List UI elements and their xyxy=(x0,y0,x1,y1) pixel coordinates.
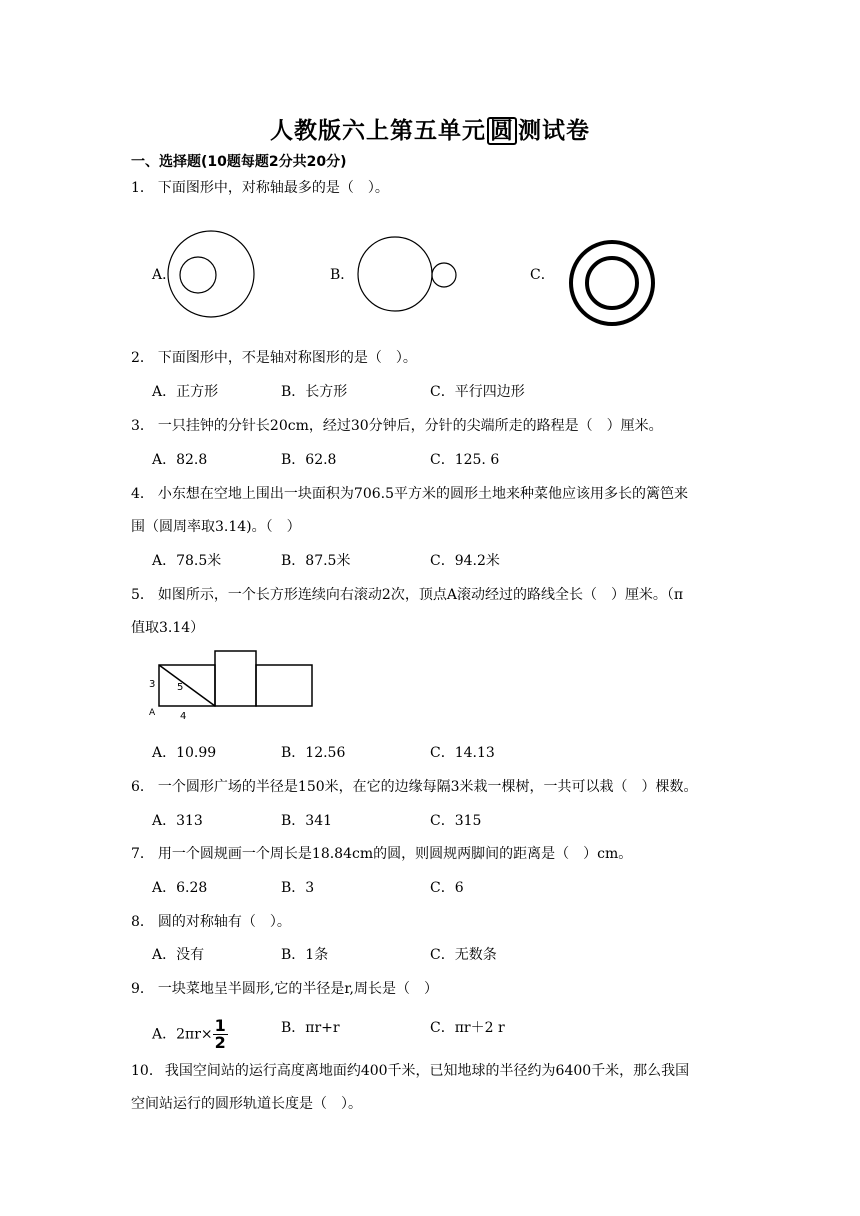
option-c[interactable]: C．125. 6 xyxy=(430,452,500,468)
fig-label-vertex-a: A xyxy=(149,708,156,718)
question-text: 下面图形中，对称轴最多的是（ ）。 xyxy=(157,180,389,196)
title-boxed-char: 圆 xyxy=(487,117,517,145)
page-title xyxy=(0,112,860,145)
option-b[interactable]: B．长方形 xyxy=(281,384,348,400)
question-10 xyxy=(131,1061,689,1081)
rect-rolled-1 xyxy=(215,651,256,706)
option-c[interactable]: C．πr＋2 r xyxy=(430,1020,505,1036)
question-number: 1． xyxy=(131,180,154,196)
fig-label-width: 4 xyxy=(180,711,187,722)
option-a[interactable]: A．313 xyxy=(152,813,203,829)
question-number: 6． xyxy=(131,779,154,795)
title-text-after: 测试卷 xyxy=(518,118,590,144)
q1-option-b-label: B． xyxy=(330,267,355,283)
question-number: 2． xyxy=(131,350,154,366)
question-number: 7． xyxy=(131,846,154,862)
rect-rolled-2 xyxy=(256,665,312,706)
question-4 xyxy=(131,484,688,504)
question-2 xyxy=(131,348,417,368)
option-c[interactable]: C．315 xyxy=(430,813,482,829)
option-b[interactable]: B．62.8 xyxy=(281,452,337,468)
fraction-denominator: 2 xyxy=(214,1033,226,1052)
question-8 xyxy=(131,912,291,932)
option-b[interactable]: B．341 xyxy=(281,813,333,829)
option-a[interactable]: A．没有 xyxy=(152,947,205,963)
section-heading: 一、选择题(10题每题2分共20分) xyxy=(131,154,347,170)
question-10-line2: 空间站运行的圆形轨道长度是（ ）。 xyxy=(131,1096,362,1112)
option-c[interactable]: C．6 xyxy=(430,880,464,896)
question-4-line2: 围（圆周率取3.14)。（ ） xyxy=(131,519,301,535)
fraction-one-half xyxy=(213,1018,228,1051)
fig-label-diagonal: 5 xyxy=(177,682,184,693)
question-3 xyxy=(131,416,663,436)
option-b[interactable]: B．12.56 xyxy=(281,745,346,761)
question-text-line1: 如图所示，一个长方形连续向右滚动2次，顶点A滚动经过的路线全长（ ）厘米。（π xyxy=(157,587,684,603)
question-number: 3． xyxy=(131,418,154,434)
option-a[interactable]: A．正方形 xyxy=(152,384,219,400)
option-c[interactable]: C．94.2米 xyxy=(430,553,500,569)
question-number: 10． xyxy=(131,1063,163,1079)
fraction-numerator: 1 xyxy=(214,1016,226,1035)
question-5 xyxy=(131,585,683,605)
q1-option-c-label: C． xyxy=(530,267,555,283)
question-text: 圆的对称轴有（ ）。 xyxy=(157,914,291,930)
question-6 xyxy=(131,777,698,797)
rect-original xyxy=(159,665,215,706)
figure-a-circles xyxy=(168,231,254,317)
question-5-line2: 值取3.14） xyxy=(131,620,205,636)
question-number: 9． xyxy=(131,981,154,997)
question-number: 5． xyxy=(131,587,154,603)
figure-b-circles xyxy=(358,237,456,311)
question-text: 一块菜地呈半圆形,它的半径是r,周长是（ ） xyxy=(157,981,438,997)
question-1 xyxy=(131,178,389,198)
question-text-line1: 小东想在空地上围出一块面积为706.5平方米的圆形土地来种菜他应该用多长的篱笆来 xyxy=(157,486,688,502)
question-text: 用一个圆规画一个周长是18.84cm的圆，则圆规两脚间的距离是（ ）cm。 xyxy=(157,846,633,862)
option-a[interactable]: A．6.28 xyxy=(152,880,208,896)
question-number: 4． xyxy=(131,486,154,502)
question-text: 一个圆形广场的半径是150米，在它的边缘每隔3米栽一棵树，一共可以栽（ ）棵数。 xyxy=(157,779,698,795)
option-a[interactable]: A．78.5米 xyxy=(152,553,222,569)
rect-diagonal xyxy=(159,665,215,706)
figure-c-ring xyxy=(571,242,653,324)
question-9 xyxy=(131,979,438,999)
option-a[interactable] xyxy=(152,1018,228,1051)
option-b[interactable]: B．3 xyxy=(281,880,315,896)
option-c[interactable]: C．14.13 xyxy=(430,745,495,761)
title-text-before: 人教版六上第五单元 xyxy=(270,118,486,144)
option-a-text: A．2πr× xyxy=(152,1026,213,1043)
option-b[interactable]: B．1条 xyxy=(281,947,329,963)
option-a[interactable]: A．10.99 xyxy=(152,745,217,761)
option-c[interactable]: C．无数条 xyxy=(430,947,497,963)
question-7 xyxy=(131,844,632,864)
question-text: 一只挂钟的分针长20cm，经过30分钟后，分针的尖端所走的路程是（ ）厘米。 xyxy=(157,418,663,434)
option-c[interactable]: C．平行四边形 xyxy=(430,384,525,400)
option-b[interactable]: B．87.5米 xyxy=(281,553,351,569)
option-a[interactable]: A．82.8 xyxy=(152,452,208,468)
q1-option-a-label: A． xyxy=(152,267,177,283)
fig-label-height: 3 xyxy=(149,679,156,690)
question-text-line1: 我国空间站的运行高度离地面约400千米，已知地球的半径约为6400千米，那么我国 xyxy=(164,1063,690,1079)
option-b[interactable]: B．πr+r xyxy=(281,1020,340,1036)
question-number: 8． xyxy=(131,914,154,930)
question-text: 下面图形中，不是轴对称图形的是（ ）。 xyxy=(157,350,417,366)
